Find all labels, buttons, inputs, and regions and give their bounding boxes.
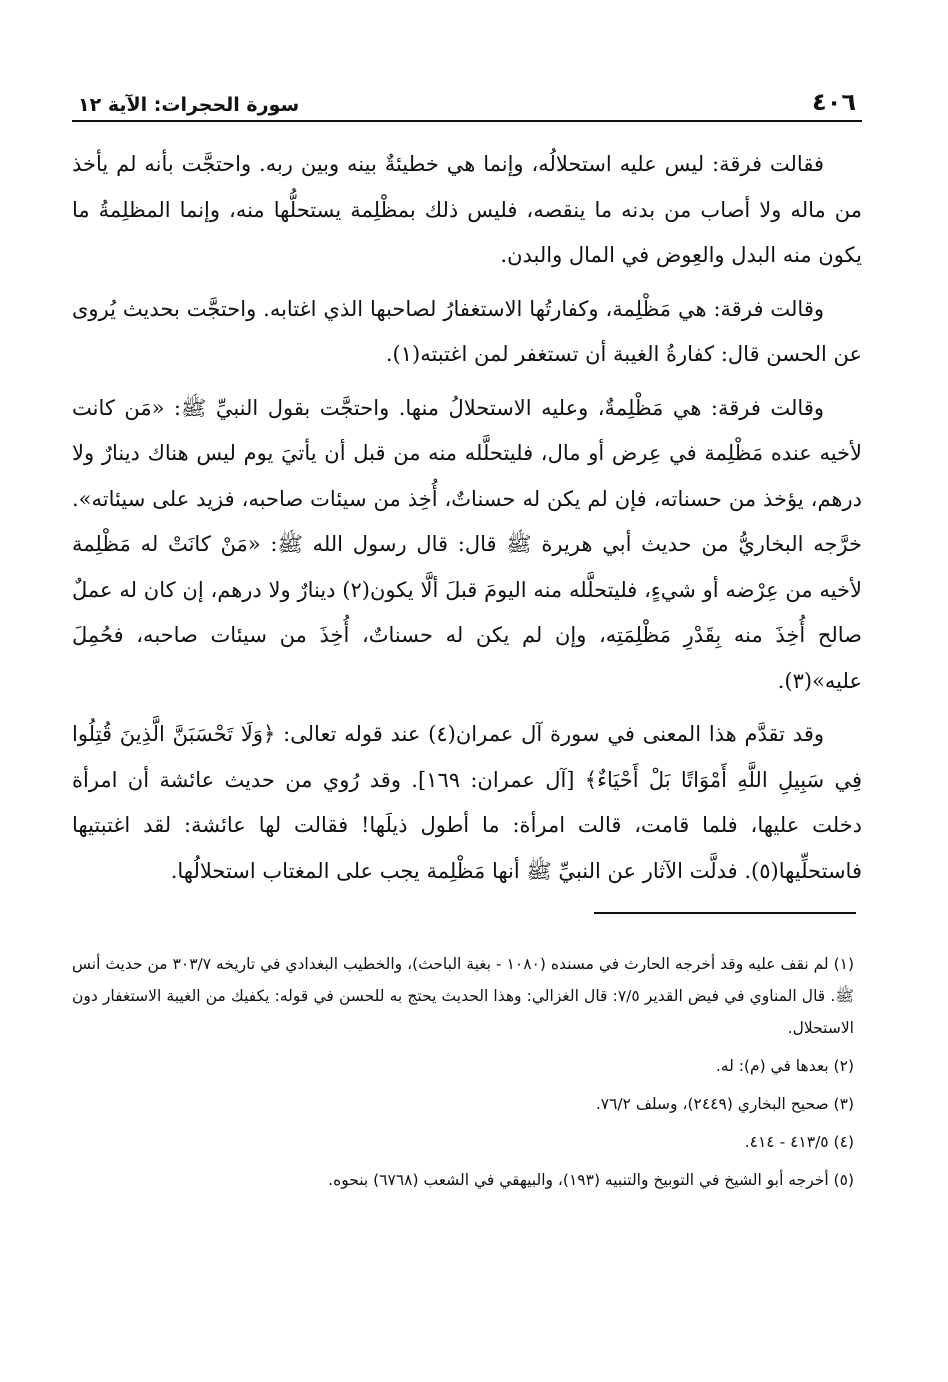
running-title: سورة الحجرات: الآية ١٢ bbox=[78, 94, 300, 116]
main-text bbox=[72, 142, 862, 894]
footnote-3: (٣) صحيح البخاري (٢٤٤٩)، وسلف ٧٦/٢. bbox=[595, 1095, 854, 1113]
page-header bbox=[72, 70, 862, 122]
page-number: ٤٠٦ bbox=[812, 88, 856, 116]
paragraph-3: وقالت فرقة: هي مَظْلِمةٌ، وعليه الاستحلالُ منها. واحتجَّت بقول النبيِّ ﷺ: «مَن كانت لأخيه عنده مَظْلِمة في عِرض أو مال، فليتحلَّله منه من قبل أن يأتيَ يوم ليس هناك دينارٌ ولا درهم، يؤخذ من حسناته، فإن لم يكن له حسناتٌ، أُخِذ من سيئات صاحبه، فزيد على سيئاته». خرَّجه البخاريُّ من حديث أبي هريرة ﷺ قال: قال رسول الله ﷺ: «مَنْ كانَتْ له مَظْلِمة لأخيه من عِرْضه أو شيءٍ، فليتحلَّله منه اليومَ قبلَ ألَّا يكون(٢) دينارٌ ولا درهم، إن كان له عملٌ صالح أُخِذَ منه بِقَدْرِ مَظْلِمَتِه، وإن لم يكن له حسناتٌ، أُخِذَ من سيئات صاحبه، فحُمِلَ عليه»(٣). bbox=[72, 395, 862, 693]
footnote-1: (١) لم نقف عليه وقد أخرجه الحارث في مسنده (١٠٨٠ - بغية الباحث)، والخطيب البغدادي في تاريخه ٣٠٣/٧ من حديث أنس ﷺ. قال المناوي في فيض القدير ٧/٥: قال الغزالي: وهذا الحديث يحتج به للحسن في قوله: يكفيك من الغيبة الاستغفار دون الاستحلال. bbox=[72, 955, 855, 1037]
paragraph-4: وقد تقدَّم هذا المعنى في سورة آل عمران(٤) عند قوله تعالى: ﴿وَلَا تَحْسَبَنَّ الَّذِينَ قُتِلُوا فِي سَبِيلِ اللَّهِ أَمْوَاتًا بَلْ أَحْيَاءٌ﴾ [آل عمران: ١٦٩]. وقد رُوي من حديث عائشة أن امرأة دخلت عليها، فلما قامت، قالت امرأة: ما أطول ذيلَها! فقالت لها عائشة: لقد اغتبتيها فاستحلِّيها(٥). فدلَّت الآثار عن النبيِّ ﷺ أنها مَظْلِمة يجب على المغتاب استحلالُها. bbox=[72, 722, 862, 883]
footnote-4: (٤) ٤١٣/٥ - ٤١٤. bbox=[744, 1133, 854, 1151]
footnote-2: (٢) بعدها في (م): له. bbox=[715, 1057, 854, 1075]
paragraph-2: وقالت فرقة: هي مَظْلِمة، وكفارتُها الاستغفارُ لصاحبها الذي اغتابه. واحتجَّت بحديث يُروى عن الحسن قال: كفارةُ الغيبة أن تستغفر لمن اغتبته(١). bbox=[72, 296, 862, 366]
footnote-5: (٥) أخرجه أبو الشيخ في التوبيخ والتنبيه (١٩٣)، والبيهقي في الشعب (٦٧٦٨) بنحوه. bbox=[328, 1171, 854, 1189]
book-page bbox=[72, 70, 862, 1202]
footnote-separator bbox=[594, 912, 856, 914]
footnotes bbox=[72, 948, 862, 1196]
paragraph-1: فقالت فرقة: ليس عليه استحلالُه، وإنما هي خطيئةٌ بينه وبين ربه. واحتجَّت بأنه لم يأخذ من ماله ولا أصاب من بدنه ما ينقصه، فليس ذلك بمظْلِمة يستحلُّها منه، وإنما المظلِمةُ ما يكون منه البدل والعِوض في المال والبدن. bbox=[72, 152, 862, 267]
